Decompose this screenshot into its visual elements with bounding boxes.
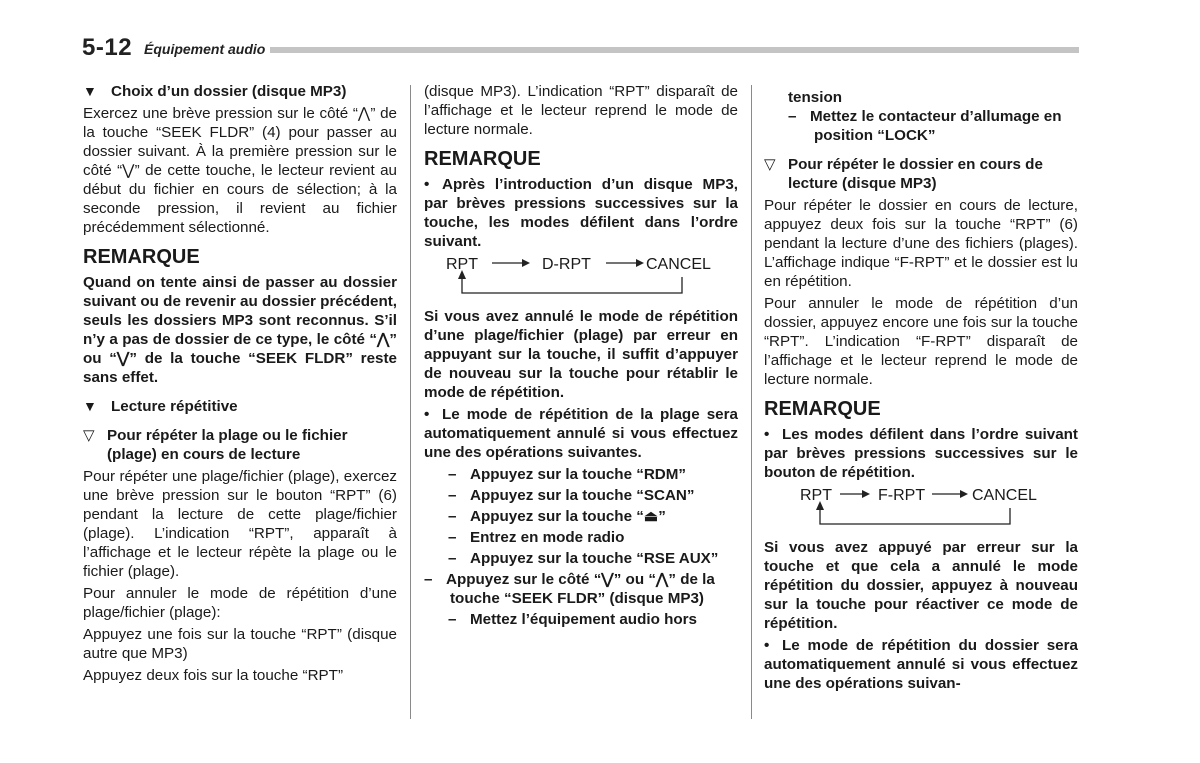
bullet-text: Le mode de répétition du dossier sera automatiquement annulé si vous effectuez une des opérations suivan-	[764, 637, 1078, 692]
header-rule	[270, 47, 1079, 53]
paragraph: Appuyez deux fois sur la touche “RPT”	[83, 667, 343, 684]
section-title: Équipement audio	[144, 41, 266, 57]
bullet-icon: •	[424, 406, 430, 423]
bullet-item	[764, 636, 1078, 693]
dash-item: – Appuyez sur la touche “RSE AUX”	[448, 550, 719, 567]
subsection-heading	[83, 82, 397, 101]
dash-item: – Appuyez sur la touche “RDM”	[448, 466, 687, 483]
subsection-heading	[83, 426, 397, 464]
bullet-icon: •	[764, 426, 770, 443]
dash-item: – Appuyez sur le côté “⋁” ou “⋀” de la touche “SEEK FLDR” (disque MP3)	[424, 571, 715, 607]
page-number: 5-12	[82, 34, 133, 61]
dash-item: – Mettez le contacteur d’allumage en position “LOCK”	[788, 108, 1062, 144]
heading-text: Pour répéter la plage ou le fichier (plage) en cours de lecture	[107, 427, 348, 463]
bullet-text: Après l’introduction d’un disque MP3, par brèves pressions successives sur la touche, les modes défilent dans l’ordre suivant.	[424, 176, 738, 250]
solid-triangle-icon: ▼	[83, 398, 97, 414]
mode-flow-diagram	[764, 486, 1078, 530]
column-divider	[751, 85, 752, 719]
paragraph: (disque MP3). L’indication “RPT” disparaît de l’affichage et le lecteur reprend le mode de lecture normale.	[424, 83, 738, 138]
flow-step: CANCEL	[972, 487, 1037, 504]
paragraph: Pour annuler le mode de répétition d’une plage/fichier (plage):	[83, 585, 397, 621]
continued-text: tension	[788, 89, 843, 106]
heading-text: Choix d’un dossier (disque MP3)	[111, 83, 347, 100]
bullet-item	[424, 405, 738, 462]
mode-flow-diagram	[424, 255, 738, 299]
remark-text: Quand on tente ainsi de passer au dossier suivant ou de revenir au dossier précédent, seuls les dossiers MP3 sont reconnus. S’il n’y a pas de dossier de ce type, le côté “⋀” ou “⋁” de la touche “SEEK FLDR” reste sans effet.	[83, 274, 397, 386]
dash-item: – Appuyez sur la touche “⏏”	[448, 508, 666, 525]
heading-text: Lecture répétitive	[111, 398, 238, 415]
bullet-text: Les modes défilent dans l’ordre suivant par brèves pressions successives sur le bouton de répétition.	[764, 426, 1078, 481]
heading-text: Pour répéter le dossier en cours de lecture (disque MP3)	[788, 156, 1043, 192]
paragraph: Si vous avez annulé le mode de répétition d’une plage/fichier (plage) par erreur en appuyant sur la touche, il suffit d’appuyer de nouveau sur la touche pour rétablir le mode de répétition.	[424, 308, 738, 401]
paragraph: Pour répéter une plage/fichier (plage), exercez une brève pression sur le bouton “RPT” (6) pendant la lecture de cette plage/fichier (plage). L’indication “RPT”, apparaît à l’affichage et le lecteur répète la plage ou le fichier (plage).	[83, 468, 397, 580]
subsection-heading	[764, 155, 1078, 193]
open-triangle-icon: ▽	[764, 156, 776, 173]
dash-item: – Mettez l’équipement audio hors	[448, 611, 697, 628]
column-2	[424, 82, 738, 631]
solid-triangle-icon: ▼	[83, 83, 97, 99]
bullet-text: Le mode de répétition de la plage sera automatiquement annulé si vous effectuez une des opérations suivantes.	[424, 406, 738, 461]
paragraph: Pour répéter le dossier en cours de lecture, appuyez deux fois sur la touche “RPT” (6) pendant la lecture d’une des fichiers (plages). L’affichage indique “F-RPT” et le dossier est lu en répétition.	[764, 197, 1078, 290]
remark-heading: REMARQUE	[764, 398, 881, 420]
column-1	[83, 82, 397, 688]
flow-step: D-RPT	[542, 256, 591, 273]
paragraph: Appuyez une fois sur la touche “RPT” (disque autre que MP3)	[83, 626, 397, 662]
bullet-item	[424, 175, 738, 251]
open-triangle-icon: ▽	[83, 427, 95, 444]
flow-step: CANCEL	[646, 256, 711, 273]
paragraph: Pour annuler le mode de répétition d’un dossier, appuyez encore une fois sur la touche “RPT”. L’indication “F-RPT” disparaît de l’affichage et le lecteur reprend le mode de lecture normale.	[764, 295, 1078, 388]
column-divider	[410, 85, 411, 719]
remark-heading: REMARQUE	[83, 246, 200, 268]
page-header	[82, 34, 1079, 64]
flow-step: RPT	[800, 487, 832, 504]
dash-item: – Appuyez sur la touche “SCAN”	[448, 487, 695, 504]
subsection-heading	[83, 397, 397, 416]
paragraph: Si vous avez appuyé par erreur sur la touche et que cela a annulé le mode répétition du dossier, appuyez à nouveau sur la touche pour réactiver ce mode de répétition.	[764, 539, 1078, 632]
remark-heading: REMARQUE	[424, 148, 541, 170]
bullet-icon: •	[424, 176, 430, 193]
dash-list	[424, 465, 738, 568]
flow-step: F-RPT	[878, 487, 926, 504]
paragraph: Exercez une brève pression sur le côté “⋀” de la touche “SEEK FLDR” (4) pour passer au dossier suivant. À la première pression sur le côté “⋁” de cette touche, le lecteur revient au début du fichier en cours de sélection; à la seconde pression, il revient au fichier précédemment sélectionné.	[83, 105, 397, 236]
bullet-item	[764, 425, 1078, 482]
flow-step: RPT	[446, 256, 478, 273]
dash-list	[424, 610, 738, 629]
column-3	[764, 82, 1078, 696]
dash-item: – Entrez en mode radio	[448, 529, 625, 546]
bullet-icon: •	[764, 637, 770, 654]
